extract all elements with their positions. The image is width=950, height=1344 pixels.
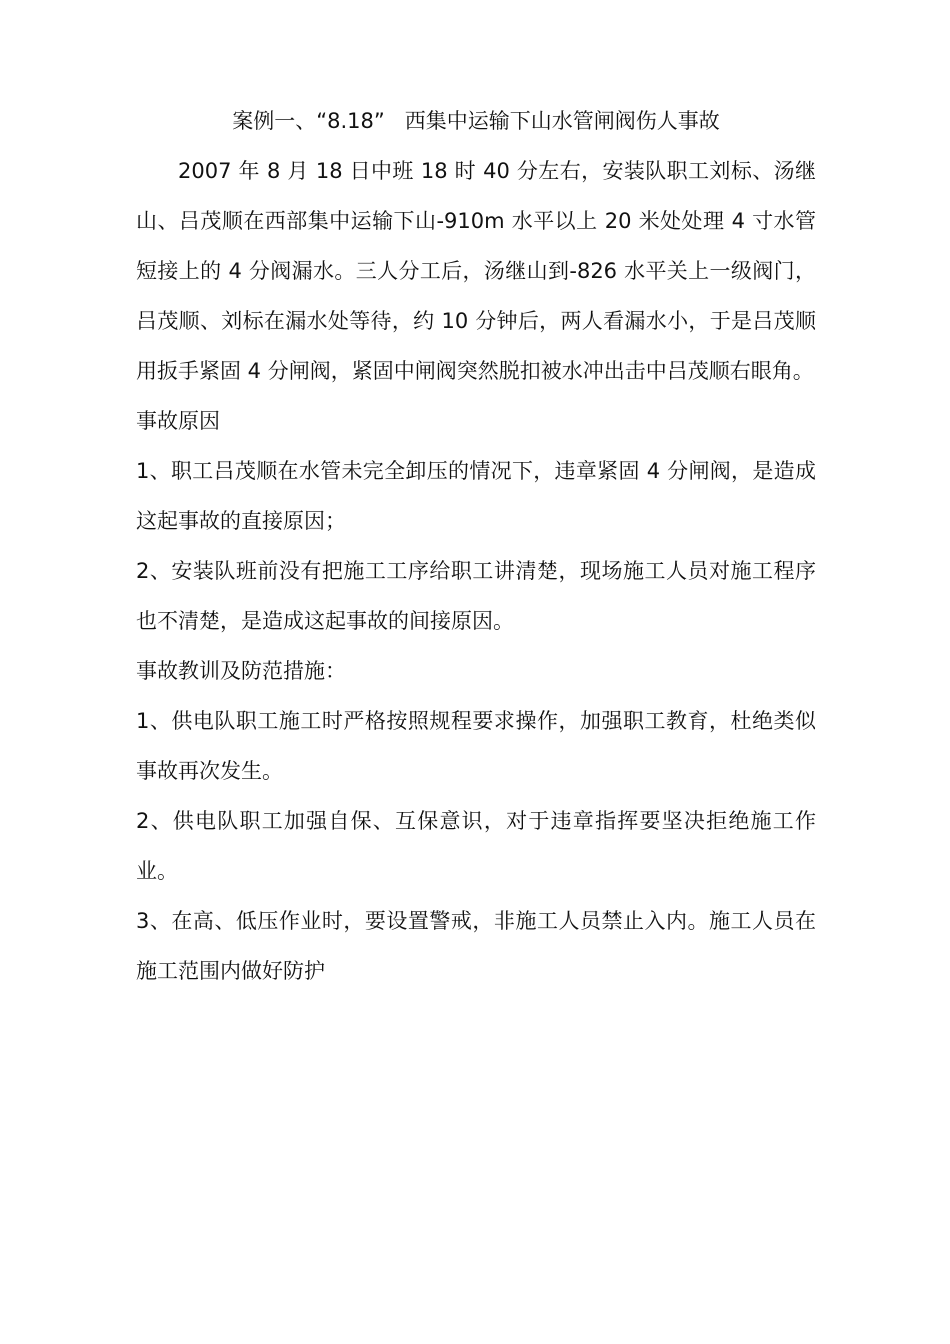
lesson-item-3: 3、在高、低压作业时，要设置警戒，非施工人员禁止入内。施工人员在施工范围内做好防护 (136, 909, 816, 983)
document-title: 案例一、“8.18” 西集中运输下山水管闸阀伤人事故 (232, 109, 720, 133)
lesson-item-2: 2、供电队职工加强自保、互保意识，对于违章指挥要坚决拒绝施工作业。 (136, 809, 816, 883)
cause-item-1: 1、职工吕茂顺在水管未完全卸压的情况下，违章紧固 4 分闸阀，是造成这起事故的直接原因； (136, 459, 816, 533)
document-body (136, 96, 816, 996)
incident-description: 2007 年 8 月 18 日中班 18 时 40 分左右，安装队职工刘标、汤继山、吕茂顺在西部集中运输下山-910m 水平以上 20 米处处理 4 寸水管短接上的 4 分阀漏水。三人分工后，汤继山到-826 水平关上一级阀门，吕茂顺、刘标在漏水处等待，约 10 分钟后，两人看漏水小，于是吕茂顺用扳手紧固 4 分闸阀，紧固中闸阀突然脱扣被水冲出击中吕茂顺右眼角。 (136, 159, 816, 383)
lesson-item-1: 1、供电队职工施工时严格按照规程要求操作，加强职工教育，杜绝类似事故再次发生。 (136, 709, 816, 783)
causes-heading: 事故原因 (136, 409, 220, 433)
lessons-heading: 事故教训及防范措施： (136, 659, 346, 683)
cause-item-2: 2、安装队班前没有把施工工序给职工讲清楚，现场施工人员对施工程序也不清楚，是造成这起事故的间接原因。 (136, 559, 816, 633)
